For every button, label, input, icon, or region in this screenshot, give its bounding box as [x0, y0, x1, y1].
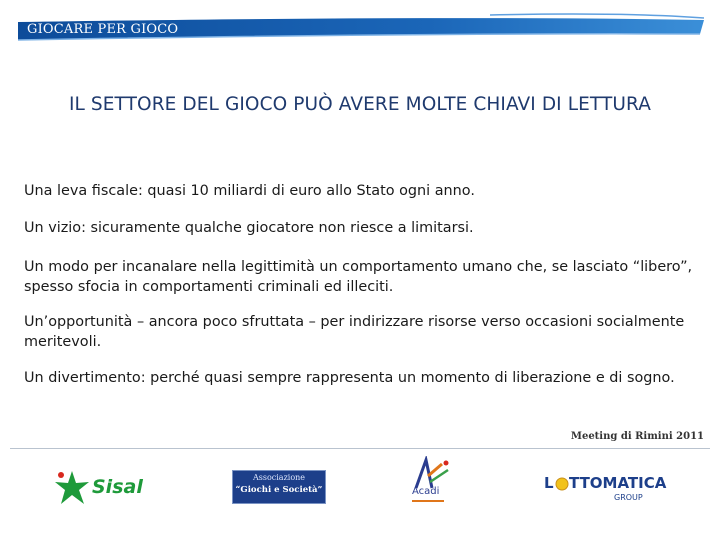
meeting-caption: Meeting di Rimini 2011 — [570, 431, 704, 442]
acadi-underline — [412, 500, 444, 502]
slide-title: IL SETTORE DEL GIOCO PUÒ AVERE MOLTE CHIAVI DI LETTURA — [68, 94, 651, 115]
acadi-logo — [408, 456, 458, 510]
point-legitimacy — [24, 257, 704, 297]
associazione-logo — [232, 470, 326, 504]
point-lead: Un vizio: — [24, 220, 86, 236]
associazione-line2: “Giochi e Società” — [235, 485, 323, 495]
point-text: sicuramente qualche giocatore non riesce a limitarsi. — [85, 220, 474, 236]
point-text: un comportamento umano che, se lasciato “libero”, spesso sfocia in comportamenti criminali ed illeciti. — [24, 259, 693, 295]
lottomatica-logo — [544, 472, 667, 506]
point-lead: Una leva fiscale: — [24, 183, 143, 199]
point-text: quasi 10 miliardi di euro allo Stato ogni anno. — [142, 183, 475, 199]
point-fun — [24, 368, 704, 388]
lottomatica-group: GROUP — [614, 493, 643, 502]
point-opportunity — [24, 312, 704, 352]
footer-divider — [10, 448, 710, 449]
lottomatica-wordmark: TTOMATICA — [569, 474, 667, 492]
point-text: – ancora poco sfruttata – per indirizzare risorse verso occasioni socialmente meritevoli. — [24, 314, 685, 350]
header-title: GIOCARE PER GIOCO — [27, 22, 179, 37]
sisal-logo — [52, 468, 152, 508]
points-list — [24, 181, 704, 405]
header-band — [0, 0, 720, 50]
point-lead: Un’opportunità — [24, 314, 133, 330]
point-vice — [24, 218, 704, 238]
associazione-line1: Associazione — [252, 473, 306, 482]
acadi-wordmark: Acadi — [412, 486, 440, 497]
point-lead: Un divertimento: — [24, 370, 146, 386]
point-fiscal — [24, 181, 704, 201]
point-text: perché quasi sempre rappresenta un momento di liberazione e di sogno. — [145, 370, 675, 386]
sisal-mark-icon — [52, 468, 92, 508]
lottomatica-ball-icon — [555, 476, 569, 492]
sisal-wordmark: Sisal — [92, 476, 143, 498]
point-lead: Un modo per incanalare nella legittimità — [24, 259, 315, 275]
lottomatica-letter-l: L — [544, 474, 554, 492]
